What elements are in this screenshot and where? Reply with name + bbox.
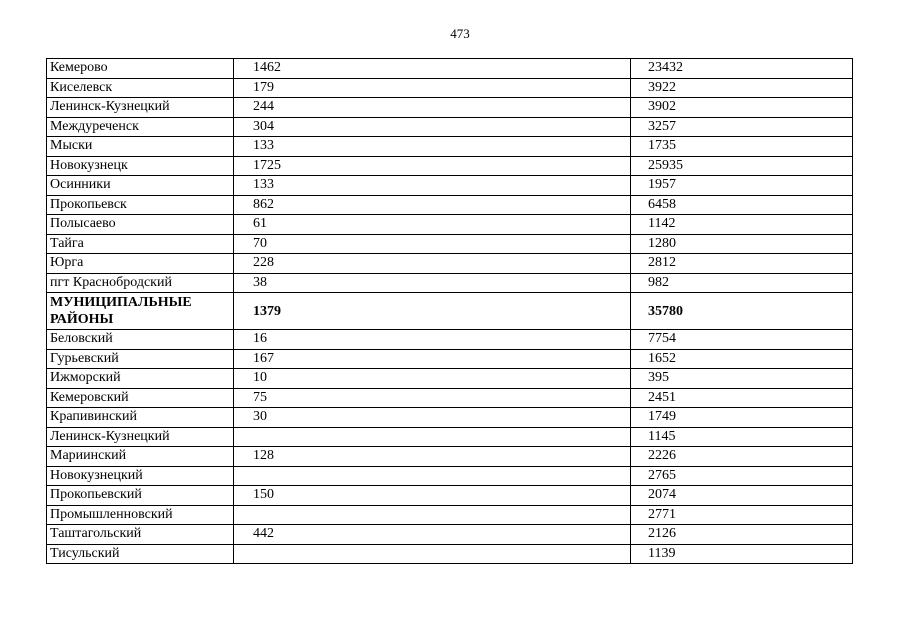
- cell-name: Полысаево: [47, 215, 234, 235]
- cell-value-a: 228: [234, 254, 631, 274]
- table-row: [47, 486, 853, 506]
- cell-value-a: 75: [234, 388, 631, 408]
- table-row: [47, 427, 853, 447]
- cell-value-b: 2074: [631, 486, 853, 506]
- cell-name: Прокопьевский: [47, 486, 234, 506]
- cell-value-b: 1652: [631, 349, 853, 369]
- data-table: [46, 58, 853, 564]
- cell-name: Беловский: [47, 330, 234, 350]
- cell-value-a: 16: [234, 330, 631, 350]
- table-row: [47, 369, 853, 389]
- cell-value-a: 1379: [234, 293, 631, 330]
- cell-value-a: 10: [234, 369, 631, 389]
- table-row: [47, 349, 853, 369]
- cell-name: Новокузнецк: [47, 156, 234, 176]
- cell-value-b: 1139: [631, 544, 853, 564]
- cell-value-a: [234, 544, 631, 564]
- table-row: [47, 505, 853, 525]
- cell-value-a: 244: [234, 98, 631, 118]
- table-row-section-header: [47, 293, 853, 330]
- table-row: [47, 176, 853, 196]
- table-row: [47, 525, 853, 545]
- table-row: [47, 388, 853, 408]
- cell-name: Осинники: [47, 176, 234, 196]
- cell-name: Гурьевский: [47, 349, 234, 369]
- cell-name: Киселевск: [47, 78, 234, 98]
- table-row: [47, 78, 853, 98]
- cell-value-b: 1735: [631, 137, 853, 157]
- page-number: 473: [450, 26, 470, 41]
- cell-value-a: 38: [234, 273, 631, 293]
- cell-value-b: 1142: [631, 215, 853, 235]
- cell-name: Ленинск-Кузнецкий: [47, 98, 234, 118]
- cell-value-a: 179: [234, 78, 631, 98]
- cell-name: Тайга: [47, 234, 234, 254]
- cell-value-b: 2771: [631, 505, 853, 525]
- cell-value-a: 167: [234, 349, 631, 369]
- cell-name: Таштагольский: [47, 525, 234, 545]
- table-row: [47, 59, 853, 79]
- table-body: [47, 59, 853, 564]
- cell-value-b: 25935: [631, 156, 853, 176]
- cell-value-b: 6458: [631, 195, 853, 215]
- table-row: [47, 195, 853, 215]
- cell-value-a: 862: [234, 195, 631, 215]
- cell-value-b: 2451: [631, 388, 853, 408]
- table-row: [47, 544, 853, 564]
- table-row: [47, 215, 853, 235]
- cell-name: Ижморский: [47, 369, 234, 389]
- cell-value-b: 1280: [631, 234, 853, 254]
- cell-name: Ленинск-Кузнецкий: [47, 427, 234, 447]
- table-row: [47, 330, 853, 350]
- cell-name: Кемеровский: [47, 388, 234, 408]
- cell-name: Прокопьевск: [47, 195, 234, 215]
- cell-name: Новокузнецкий: [47, 466, 234, 486]
- cell-name: пгт Краснобродский: [47, 273, 234, 293]
- cell-value-b: 3257: [631, 117, 853, 137]
- cell-value-a: 304: [234, 117, 631, 137]
- table-row: [47, 117, 853, 137]
- table-row: [47, 156, 853, 176]
- cell-name: Междуреченск: [47, 117, 234, 137]
- cell-value-b: 2812: [631, 254, 853, 274]
- cell-value-b: 1957: [631, 176, 853, 196]
- cell-value-a: 128: [234, 447, 631, 467]
- cell-value-a: [234, 466, 631, 486]
- cell-value-a: 133: [234, 137, 631, 157]
- cell-name: МУНИЦИПАЛЬНЫЕ РАЙОНЫ: [47, 293, 234, 330]
- table-row: [47, 137, 853, 157]
- cell-value-b: 7754: [631, 330, 853, 350]
- cell-value-b: 395: [631, 369, 853, 389]
- table-row: [47, 254, 853, 274]
- cell-value-b: 3902: [631, 98, 853, 118]
- table-row: [47, 447, 853, 467]
- table-row: [47, 408, 853, 428]
- table-row: [47, 466, 853, 486]
- cell-value-b: 2126: [631, 525, 853, 545]
- cell-name: Юрга: [47, 254, 234, 274]
- cell-name: Мыски: [47, 137, 234, 157]
- cell-name: Тисульский: [47, 544, 234, 564]
- cell-value-b: 1145: [631, 427, 853, 447]
- cell-value-a: 30: [234, 408, 631, 428]
- cell-value-a: 1462: [234, 59, 631, 79]
- cell-value-b: 23432: [631, 59, 853, 79]
- table-row: [47, 273, 853, 293]
- table-row: [47, 98, 853, 118]
- cell-name: Промышленновский: [47, 505, 234, 525]
- cell-name: Крапивинский: [47, 408, 234, 428]
- cell-value-a: 133: [234, 176, 631, 196]
- cell-value-b: 35780: [631, 293, 853, 330]
- cell-value-b: 1749: [631, 408, 853, 428]
- cell-value-b: 2226: [631, 447, 853, 467]
- cell-value-a: 70: [234, 234, 631, 254]
- cell-value-b: 2765: [631, 466, 853, 486]
- cell-value-a: [234, 427, 631, 447]
- cell-name: Мариинский: [47, 447, 234, 467]
- cell-value-a: [234, 505, 631, 525]
- cell-value-a: 61: [234, 215, 631, 235]
- cell-value-a: 1725: [234, 156, 631, 176]
- cell-value-b: 3922: [631, 78, 853, 98]
- table-row: [47, 234, 853, 254]
- cell-value-b: 982: [631, 273, 853, 293]
- cell-name: Кемерово: [47, 59, 234, 79]
- cell-value-a: 150: [234, 486, 631, 506]
- cell-value-a: 442: [234, 525, 631, 545]
